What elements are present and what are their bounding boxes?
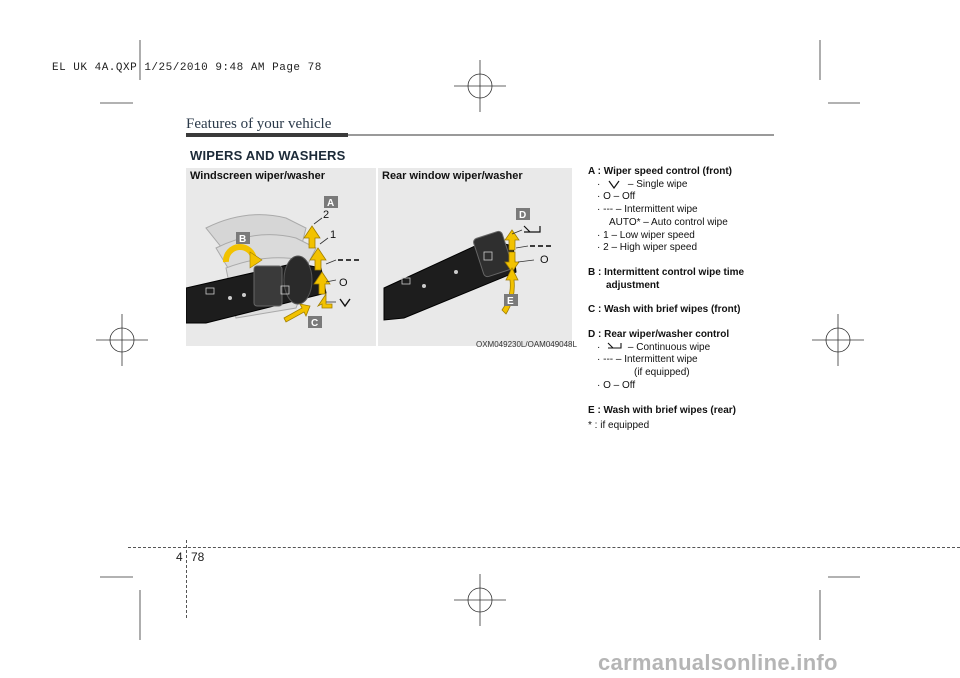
- callout-e-text: E: [507, 296, 514, 307]
- section-header: Features of your vehicle: [186, 116, 332, 132]
- legend-b-title-cont: adjustment: [606, 279, 660, 291]
- legend-a-item: · O – Off: [597, 191, 636, 203]
- position-2-label: 2: [323, 209, 330, 221]
- stalk-knob: [284, 256, 312, 304]
- header-rule: [348, 134, 774, 136]
- callout-d-text: D: [519, 210, 527, 221]
- rear-wiper-label: Rear window wiper/washer: [382, 170, 523, 182]
- rear-stalk-illustration: [378, 168, 572, 346]
- legend-e-title: E : Wash with brief wipes (rear): [588, 404, 736, 416]
- windscreen-wiper-label: Windscreen wiper/washer: [190, 170, 326, 182]
- page-number: 78: [191, 550, 205, 564]
- legend-d-item: · – Continuous wipe: [597, 341, 711, 353]
- page-title: WIPERS AND WASHERS: [190, 148, 346, 163]
- legend-d-item: · --- – Intermittent wipe: [597, 354, 698, 366]
- position-1-label: 1: [330, 229, 337, 241]
- callout-c-text: C: [311, 318, 319, 329]
- legend-a-item: AUTO* – Auto control wipe: [609, 216, 728, 228]
- callout-b-text: B: [239, 234, 247, 245]
- page-section-number: 4: [176, 550, 183, 564]
- rear-off-label: O: [540, 254, 549, 266]
- legend-b-title: B : Intermittent control wipe time: [588, 266, 745, 278]
- legend-c-title: C : Wash with brief wipes (front): [588, 304, 741, 316]
- control-legend: [588, 166, 778, 433]
- legend-footnote: * : if equipped: [588, 420, 650, 432]
- position-off-label: O: [339, 277, 348, 289]
- windscreen-stalk-illustration: [186, 168, 376, 346]
- print-header: EL UK 4A.QXP 1/25/2010 9:48 AM Page 78: [52, 62, 322, 74]
- legend-a-item: · 2 – High wiper speed: [597, 242, 698, 254]
- intermittent-ring: [254, 266, 282, 306]
- legend-a-item: · – Single wipe: [597, 178, 688, 190]
- continuous-wipe-symbol: [524, 226, 540, 232]
- figure-code: OXM049230L/OAM049048L: [476, 340, 577, 349]
- single-wipe-icon: [603, 180, 625, 189]
- header-bar: [186, 133, 348, 137]
- watermark: carmanualsonline.info: [598, 650, 838, 675]
- legend-d-title: D : Rear wiper/washer control: [588, 329, 730, 341]
- legend-d-item: · O – Off: [597, 379, 636, 391]
- continuous-wipe-icon: [603, 342, 625, 352]
- legend-d-item-note: (if equipped): [634, 367, 690, 379]
- rear-wiper-figure: [378, 168, 572, 346]
- footer-divider: [186, 540, 187, 618]
- legend-a-item: · --- – Intermittent wipe: [597, 204, 698, 216]
- callout-a-text: A: [327, 198, 335, 209]
- windscreen-wiper-figure: [186, 168, 376, 346]
- footer-rule: [128, 547, 960, 548]
- legend-a-title: A : Wiper speed control (front): [588, 166, 732, 177]
- legend-a-item: · 1 – Low wiper speed: [597, 229, 695, 241]
- single-wipe-symbol: [340, 299, 350, 306]
